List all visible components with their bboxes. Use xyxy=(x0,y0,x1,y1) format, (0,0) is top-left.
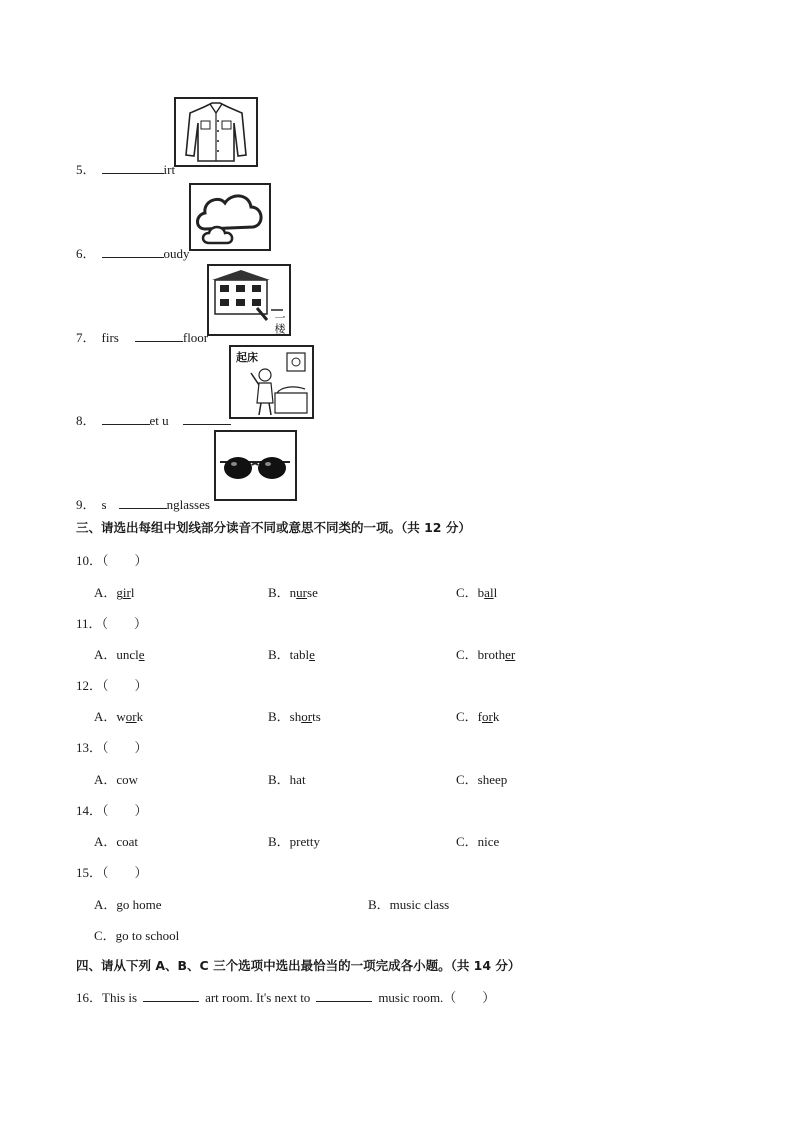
option-text: sh xyxy=(289,709,302,724)
question-text-3: music room.（ ） xyxy=(378,990,496,1005)
question-number: 12．（ ） xyxy=(76,678,148,693)
option-b[interactable] xyxy=(268,582,318,601)
fill-item-7 xyxy=(76,327,208,346)
question-number: 15．（ ） xyxy=(76,865,148,880)
option-text: f xyxy=(477,709,483,724)
answer-blank[interactable] xyxy=(102,161,164,174)
option-text: music class xyxy=(389,897,450,912)
option-text: n xyxy=(289,585,297,600)
option-b[interactable] xyxy=(368,894,449,913)
option-text-end: l xyxy=(130,585,135,600)
fill-item-6 xyxy=(76,243,190,262)
option-a[interactable] xyxy=(94,644,145,663)
option-c[interactable] xyxy=(94,925,179,944)
item-text: oudy xyxy=(163,246,190,261)
option-text: uncl xyxy=(116,647,139,662)
option-b[interactable] xyxy=(268,831,320,850)
section-3-heading: 三、请选出每组中划线部分读音不同或意思不同类的一项。（共 12 分） xyxy=(76,520,471,535)
building-label: 一楼 xyxy=(273,312,286,334)
option-a[interactable] xyxy=(94,706,143,725)
option-label: B． xyxy=(368,897,390,912)
option-label: B． xyxy=(268,834,290,849)
underlined-part: e xyxy=(138,647,145,662)
option-c[interactable] xyxy=(456,644,515,663)
option-text: sheep xyxy=(477,772,508,787)
cloud-icon xyxy=(191,185,269,249)
option-text: w xyxy=(116,709,126,724)
option-c[interactable] xyxy=(456,769,507,788)
underlined-part: or xyxy=(301,709,313,724)
sunglasses-icon xyxy=(216,432,295,499)
item-text: irt xyxy=(163,162,176,177)
option-label: C． xyxy=(456,772,478,787)
option-text-end: l xyxy=(493,585,498,600)
shirt-picture xyxy=(174,97,258,167)
underlined-part: ur xyxy=(296,585,308,600)
option-a[interactable] xyxy=(94,831,138,850)
option-text-end: k xyxy=(136,709,144,724)
cloud-picture xyxy=(189,183,271,251)
item-prefix: s xyxy=(101,497,107,512)
option-label: C． xyxy=(456,647,478,662)
option-text-end: ts xyxy=(312,709,321,724)
answer-blank[interactable] xyxy=(135,329,183,342)
option-text: tabl xyxy=(289,647,310,662)
section-4-heading: 四、请从下列 A、B、C 三个选项中选出最恰当的一项完成各小题。（共 14 分） xyxy=(76,958,521,973)
underlined-part: or xyxy=(125,709,137,724)
option-text: coat xyxy=(116,834,139,849)
option-b[interactable] xyxy=(268,769,306,788)
sunglasses-picture xyxy=(214,430,297,501)
option-label: A． xyxy=(94,834,117,849)
option-text: hat xyxy=(289,772,306,787)
option-text: go to school xyxy=(115,928,180,943)
option-label: C． xyxy=(456,709,478,724)
option-text: b xyxy=(477,585,485,600)
option-label: B． xyxy=(268,709,290,724)
underlined-part: er xyxy=(505,647,516,662)
option-label: A． xyxy=(94,647,117,662)
option-text: g xyxy=(116,585,123,600)
option-c[interactable] xyxy=(456,831,499,850)
option-text: go home xyxy=(116,897,162,912)
item-prefix: firs xyxy=(101,330,119,345)
underlined-part: al xyxy=(484,585,494,600)
option-a[interactable] xyxy=(94,894,162,913)
option-label: A． xyxy=(94,709,117,724)
question-number: 11．（ ） xyxy=(76,616,148,631)
building-picture xyxy=(207,264,291,336)
option-label: B． xyxy=(268,772,290,787)
fill-item-5 xyxy=(76,159,175,178)
fill-item-8 xyxy=(76,410,231,429)
item-number: 8． xyxy=(76,413,96,428)
get-up-icon xyxy=(231,347,312,417)
question-text-1: This is xyxy=(102,990,138,1005)
option-label: A． xyxy=(94,897,117,912)
fill-item-9 xyxy=(76,494,210,513)
item-number: 5． xyxy=(76,162,96,177)
option-text: pretty xyxy=(289,834,320,849)
option-c[interactable] xyxy=(456,582,497,601)
question-number: 16． xyxy=(76,990,103,1005)
answer-blank[interactable] xyxy=(102,245,164,258)
option-b[interactable] xyxy=(268,644,315,663)
item-number: 7． xyxy=(76,330,96,345)
option-text: broth xyxy=(477,647,506,662)
option-b[interactable] xyxy=(268,706,321,725)
answer-blank-2[interactable] xyxy=(183,412,231,425)
item-number: 6． xyxy=(76,246,96,261)
option-label: C． xyxy=(456,585,478,600)
option-label: A． xyxy=(94,772,117,787)
answer-blank[interactable] xyxy=(102,412,150,425)
option-text: nice xyxy=(477,834,500,849)
option-label: C． xyxy=(456,834,478,849)
get-up-label: 起床 xyxy=(236,351,258,364)
option-label: B． xyxy=(268,647,290,662)
question-text-2: art room. It's next to xyxy=(205,990,311,1005)
option-c[interactable] xyxy=(456,706,499,725)
shirt-icon xyxy=(176,99,256,165)
item-text: floor xyxy=(182,330,209,345)
option-label: C． xyxy=(94,928,116,943)
underlined-part: e xyxy=(309,647,315,662)
underlined-part: or xyxy=(482,709,493,724)
option-text: cow xyxy=(116,772,139,787)
question-number: 14．（ ） xyxy=(76,803,148,818)
question-number: 10．（ ） xyxy=(76,553,148,568)
question-16 xyxy=(76,987,495,1006)
item-number: 9． xyxy=(76,497,96,512)
answer-blank-2[interactable] xyxy=(316,989,372,1002)
answer-blank[interactable] xyxy=(119,496,167,509)
option-text-end: se xyxy=(307,585,318,600)
option-label: A． xyxy=(94,585,117,600)
item-text: nglasses xyxy=(166,497,210,512)
answer-blank[interactable] xyxy=(143,989,199,1002)
underlined-part: ir xyxy=(122,585,131,600)
get-up-picture xyxy=(229,345,314,419)
option-label: B． xyxy=(268,585,290,600)
option-a[interactable] xyxy=(94,582,134,601)
option-text-end: k xyxy=(492,709,500,724)
option-a[interactable] xyxy=(94,769,138,788)
item-text: et u xyxy=(149,413,169,428)
question-number: 13．（ ） xyxy=(76,740,148,755)
